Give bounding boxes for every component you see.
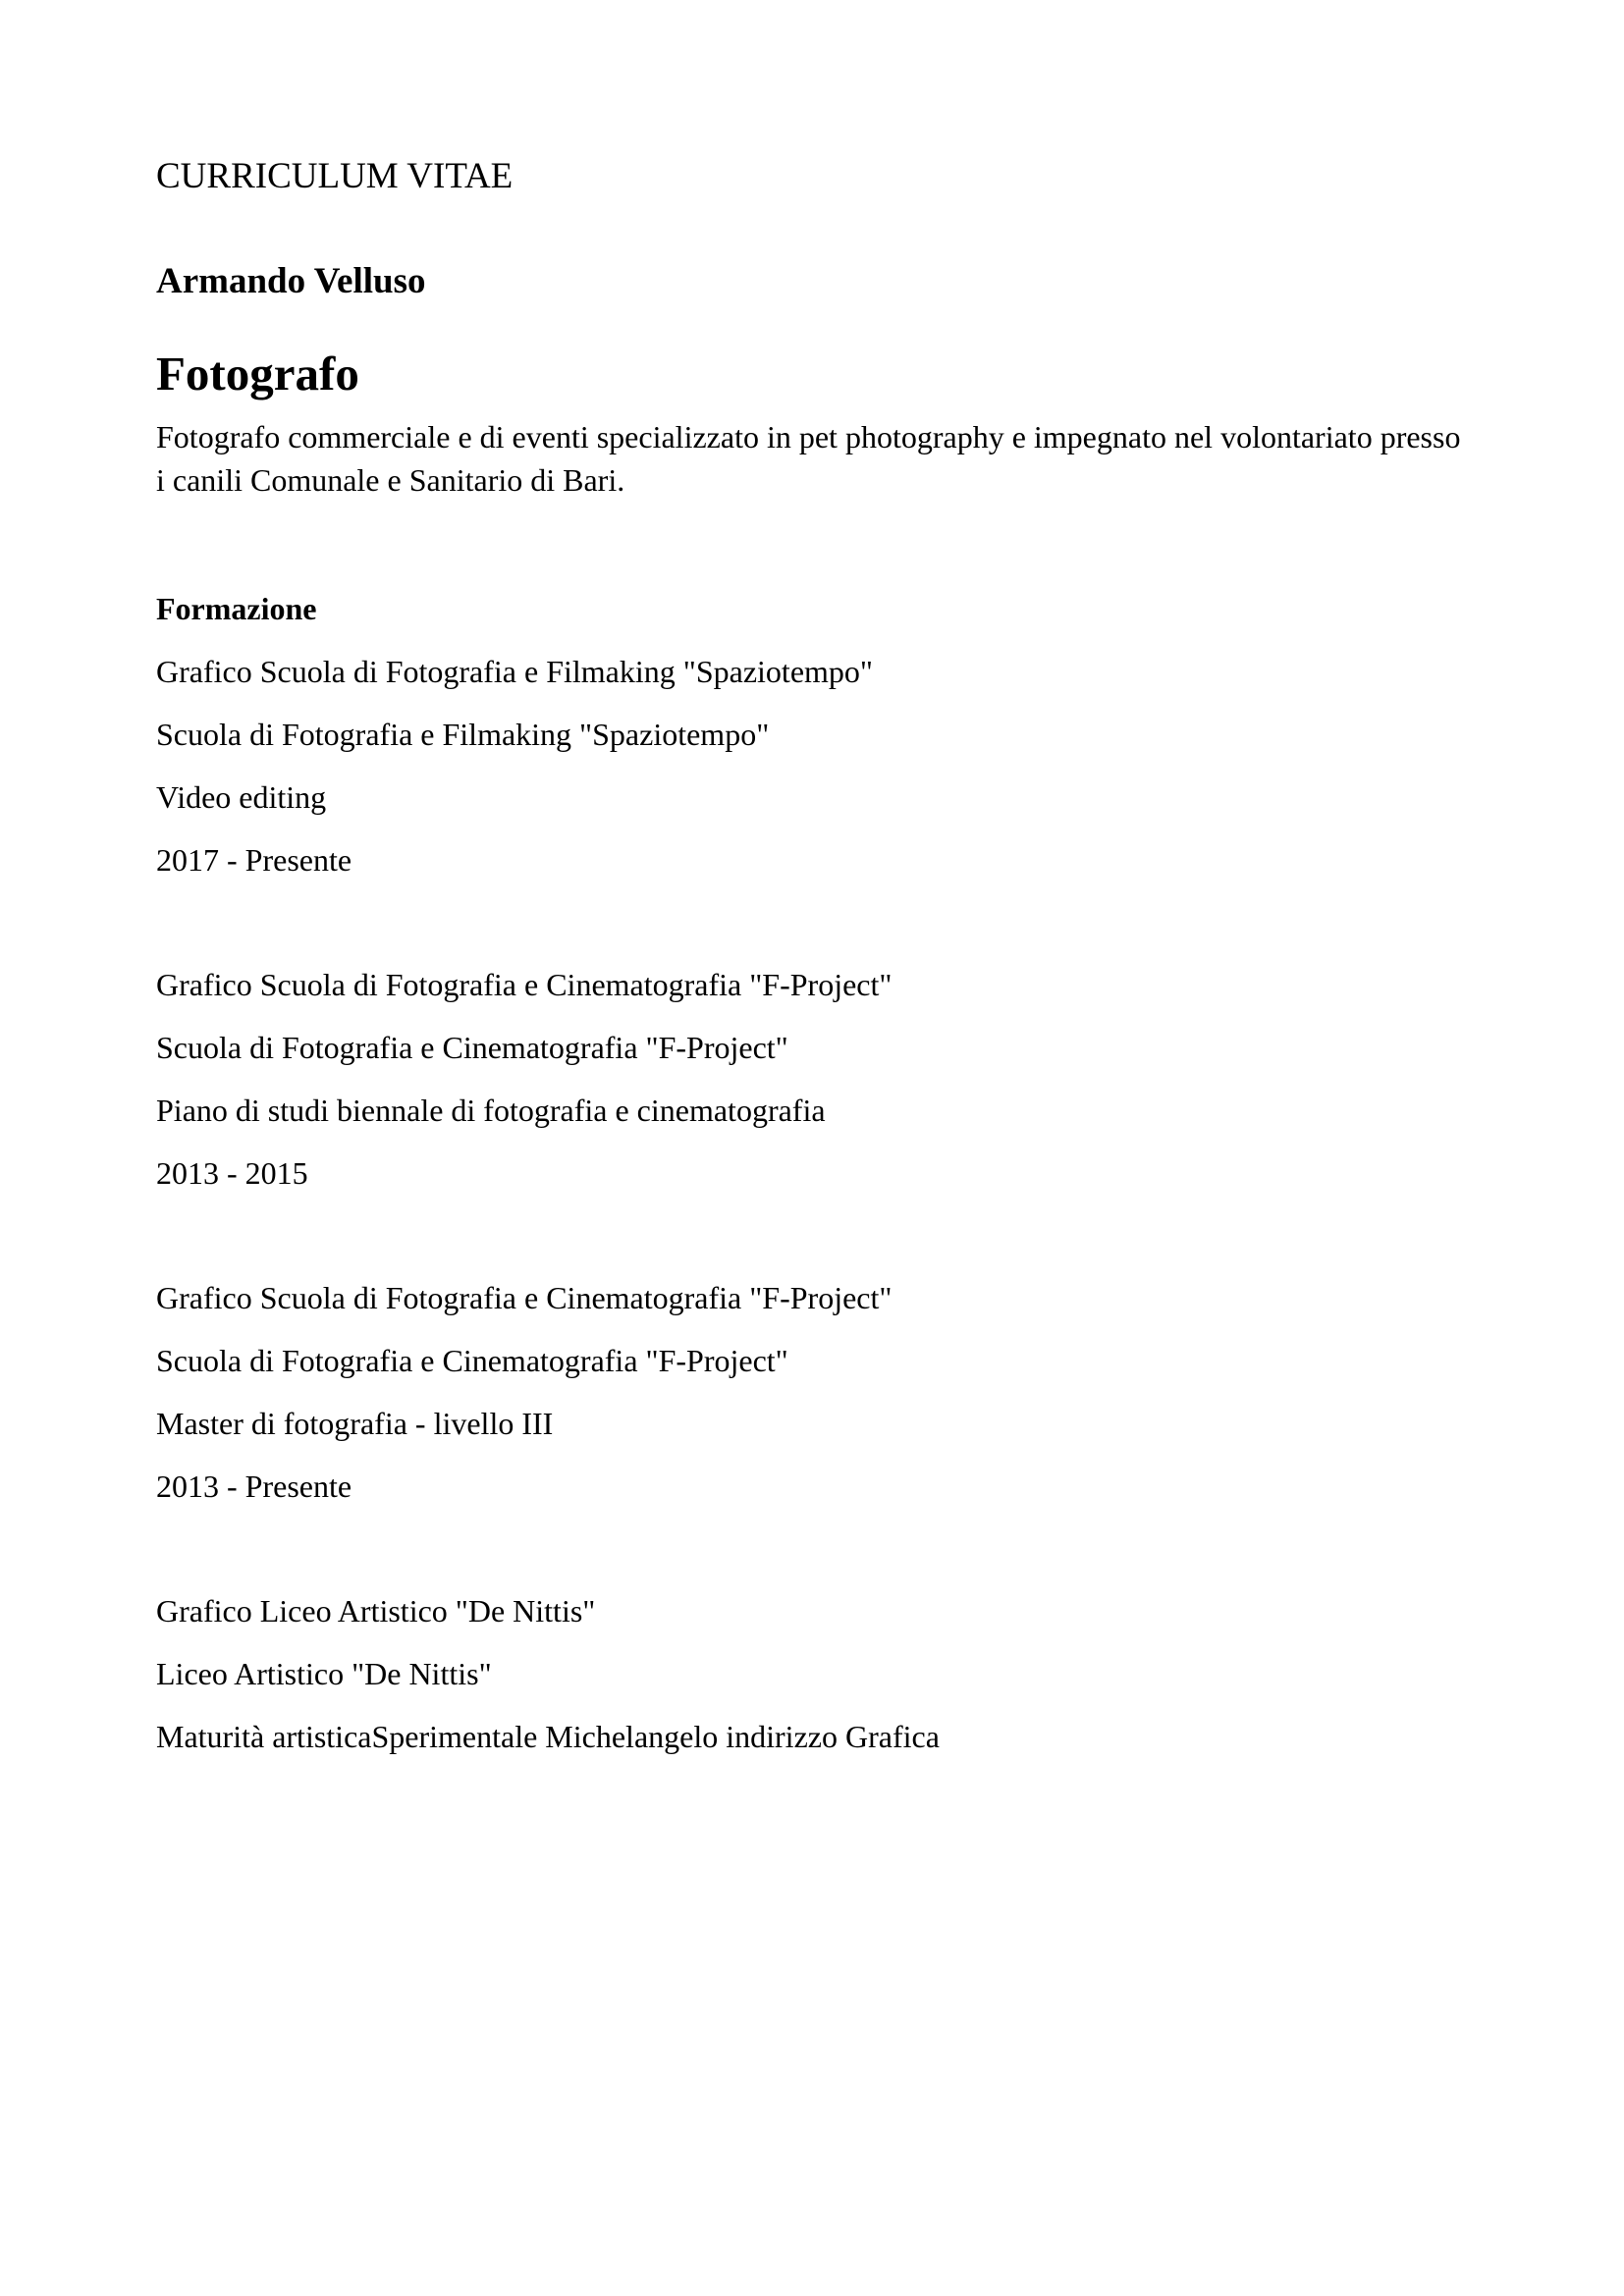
entry-heading: Grafico Scuola di Fotografia e Cinematografia "F-Project" [156, 967, 893, 1002]
education-entry [156, 963, 1433, 1214]
education-entry [156, 1589, 1433, 1778]
profile-summary: Fotografo commerciale e di eventi specializzato in pet photography e impegnato nel volontariato presso i canili Comunale e Sanitario di Bari. [156, 419, 1461, 498]
education-entry [156, 650, 1433, 901]
education-entry [156, 1276, 1433, 1527]
education-section-title: Formazione [156, 591, 317, 626]
entry-period: 2013 - Presente [156, 1468, 352, 1504]
entry-program: Maturità artisticaSperimentale Michelangelo indirizzo Grafica [156, 1719, 940, 1754]
entry-heading: Grafico Scuola di Fotografia e Cinematografia "F-Project" [156, 1280, 893, 1315]
entry-program: Master di fotografia - livello III [156, 1406, 554, 1441]
entry-heading: Grafico Liceo Artistico "De Nittis" [156, 1593, 596, 1629]
entry-program: Video editing [156, 779, 327, 815]
entry-period: 2017 - Presente [156, 842, 352, 878]
entry-institution: Scuola di Fotografia e Cinematografia "F-Project" [156, 1343, 788, 1378]
entry-institution: Scuola di Fotografia e Filmaking "Spaziotempo" [156, 717, 770, 752]
job-title: Fotografo [156, 347, 359, 400]
entry-period: 2013 - 2015 [156, 1155, 308, 1191]
entry-program: Piano di studi biennale di fotografia e cinematografia [156, 1093, 826, 1128]
entry-institution: Liceo Artistico "De Nittis" [156, 1656, 492, 1691]
person-name: Armando Velluso [156, 261, 426, 301]
document-label: CURRICULUM VITAE [156, 156, 514, 196]
entry-heading: Grafico Scuola di Fotografia e Filmaking "Spaziotempo" [156, 654, 873, 689]
entry-institution: Scuola di Fotografia e Cinematografia "F-Project" [156, 1030, 788, 1065]
